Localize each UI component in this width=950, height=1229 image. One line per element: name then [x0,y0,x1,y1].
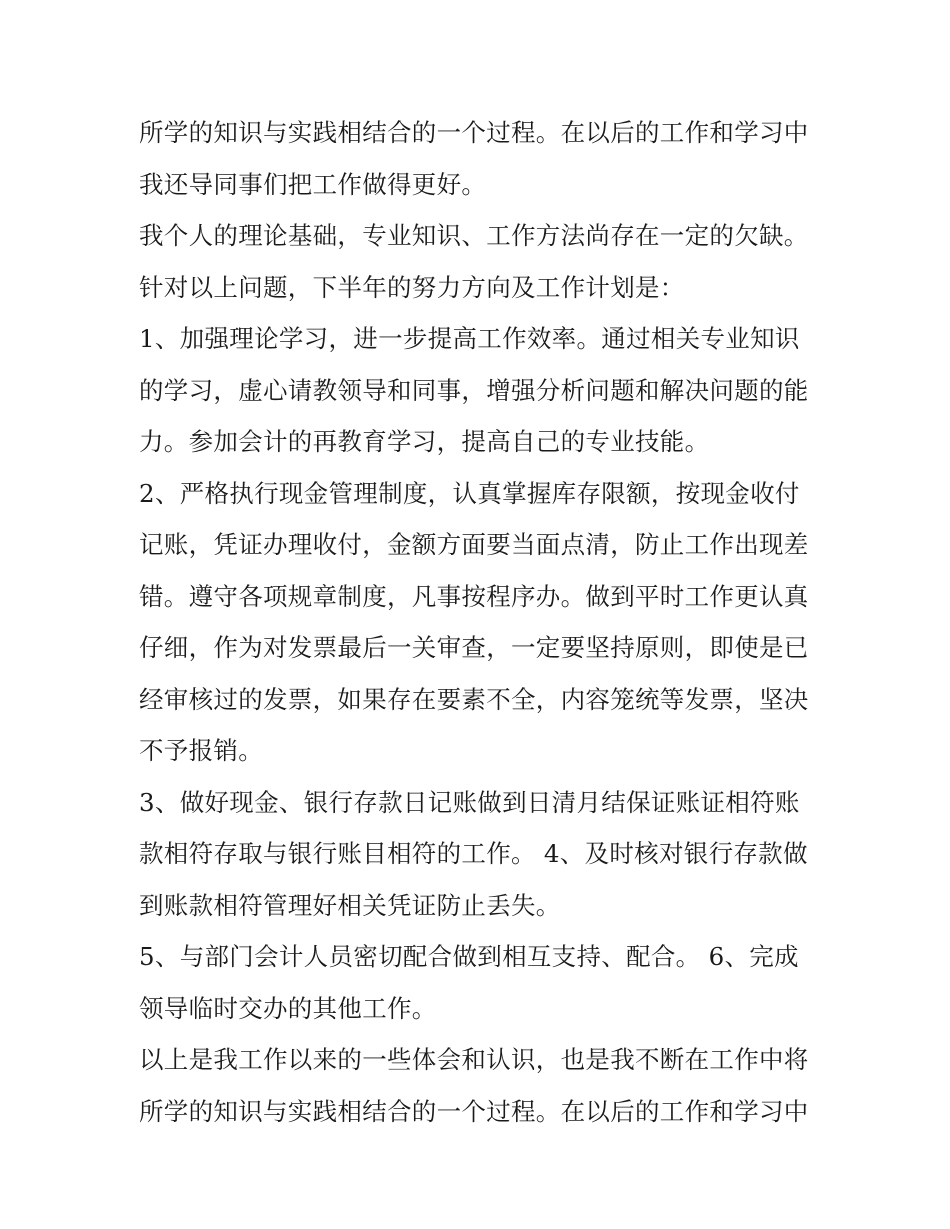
text-line: 所学的知识与实践相结合的一个过程。在以后的工作和学习中 [139,1096,809,1126]
text-line: 到账款相符管理好相关凭证防止丢失。 [139,890,561,920]
text-line: 以上是我工作以来的一些体会和认识，也是我不断在工作中将 [139,1045,809,1074]
text-line: 所学的知识与实践相结合的一个过程。在以后的工作和学习中 [139,118,809,147]
text-line: 经审核过的发票，如果存在要素不全，内容笼统等发票，坚决 [139,684,809,714]
text-line: 针对以上问题，下半年的努力方向及工作计划是： [139,272,685,302]
text-line: 我还导同事们把工作做得更好。 [139,169,487,199]
text-line: 2、严格执行现金管理制度，认真掌握库存限额，按现金收付 [139,478,800,508]
text-line: 力。参加会计的再教育学习，提高自己的专业技能。 [139,427,710,456]
text-line: 3、做好现金、银行存款日记账做到日清月结保证账证相符账 [139,787,800,817]
text-line: 领导临时交办的其他工作。 [139,993,437,1023]
text-line: 错。遵守各项规章制度，凡事按程序办。做到平时工作更认真 [139,581,809,611]
document-body [139,107,819,1137]
text-line: 款相符存取与银行账目相符的工作。 4、及时核对银行存款做 [139,839,808,868]
text-line: 我个人的理论基础，专业知识、工作方法尚存在一定的欠缺。 [139,221,809,250]
text-line: 记账，凭证办理收付，金额方面要当面点清，防止工作出现差 [139,530,809,559]
text-line: 5、与部门会计人员密切配合做到相互支持、配合。 6、完成 [139,942,799,971]
text-line: 仔细，作为对发票最后一关审查，一定要坚持原则，即使是已 [139,633,809,662]
text-line: 的学习，虚心请教领导和同事，增强分析问题和解决问题的能 [139,375,809,405]
text-line: 不予报销。 [139,736,263,765]
text-line: 1、加强理论学习，进一步提高工作效率。通过相关专业知识 [139,324,800,353]
